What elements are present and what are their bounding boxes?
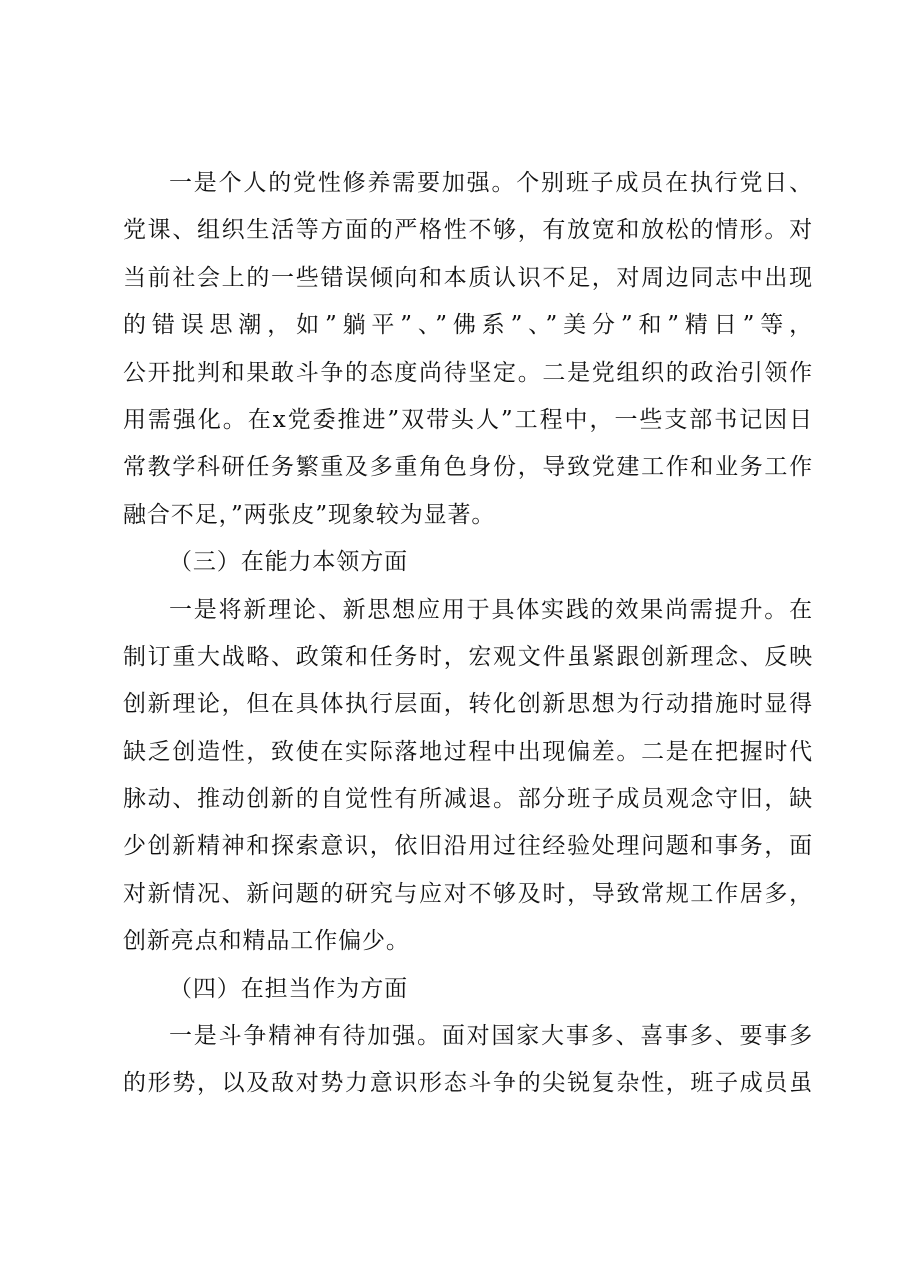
paragraph-line: 缺乏创造性，致使在实际落地过程中出现偏差。二是在把握时代 xyxy=(123,738,813,765)
paragraph-line: 当前社会上的一些错误倾向和本质认识不足，对周边同志中出现 xyxy=(123,264,813,291)
paragraph-line: 对新情况、新问题的研究与应对不够及时，导致常规工作居多， xyxy=(123,880,813,907)
paragraph-line: 一是将新理论、新思想应用于具体实践的效果尚需提升。在 xyxy=(169,596,813,623)
paragraph-line: 少创新精神和探索意识，依旧沿用过往经验处理问题和事务，面 xyxy=(123,833,813,860)
paragraph-line: 一是斗争精神有待加强。面对国家大事多、喜事多、要事多 xyxy=(169,1023,813,1050)
paragraph-line: 脉动、推动创新的自觉性有所减退。部分班子成员观念守旧，缺 xyxy=(123,786,813,813)
paragraph-line: 创新亮点和精品工作偏少。 xyxy=(123,928,410,955)
paragraph-line: 制订重大战略、政策和任务时，宏观文件虽紧跟创新理念、反映 xyxy=(123,643,813,670)
paragraph-line: 常教学科研任务繁重及多重角色身份，导致党建工作和业务工作 xyxy=(123,454,813,481)
paragraph-line: 的形势，以及敌对势力意识形态斗争的尖锐复杂性，班子成员虽 xyxy=(123,1070,813,1097)
paragraph-line: 公开批判和果敢斗争的态度尚待坚定。二是党组织的政治引领作 xyxy=(123,359,813,386)
section-heading: （四）在担当作为方面 xyxy=(169,975,408,1002)
paragraph-line: 的错误思潮，如”躺平”、”佛系”、”美分”和”精日”等， xyxy=(123,312,813,339)
paragraph-line: 融合不足，”两张皮”现象较为显著。 xyxy=(123,501,496,528)
section-heading: （三）在能力本领方面 xyxy=(169,549,408,576)
paragraph-line: 用需强化。在x党委推进”双带头人”工程中，一些支部书记因日 xyxy=(123,406,813,433)
paragraph-line: 创新理论，但在具体执行层面，转化创新思想为行动措施时显得 xyxy=(123,691,813,718)
paragraph-line: 一是个人的党性修养需要加强。个别班子成员在执行党日、 xyxy=(169,170,813,196)
body-text xyxy=(123,160,813,1108)
paragraph-line: 党课、组织生活等方面的严格性不够，有放宽和放松的情形。对 xyxy=(123,217,813,244)
